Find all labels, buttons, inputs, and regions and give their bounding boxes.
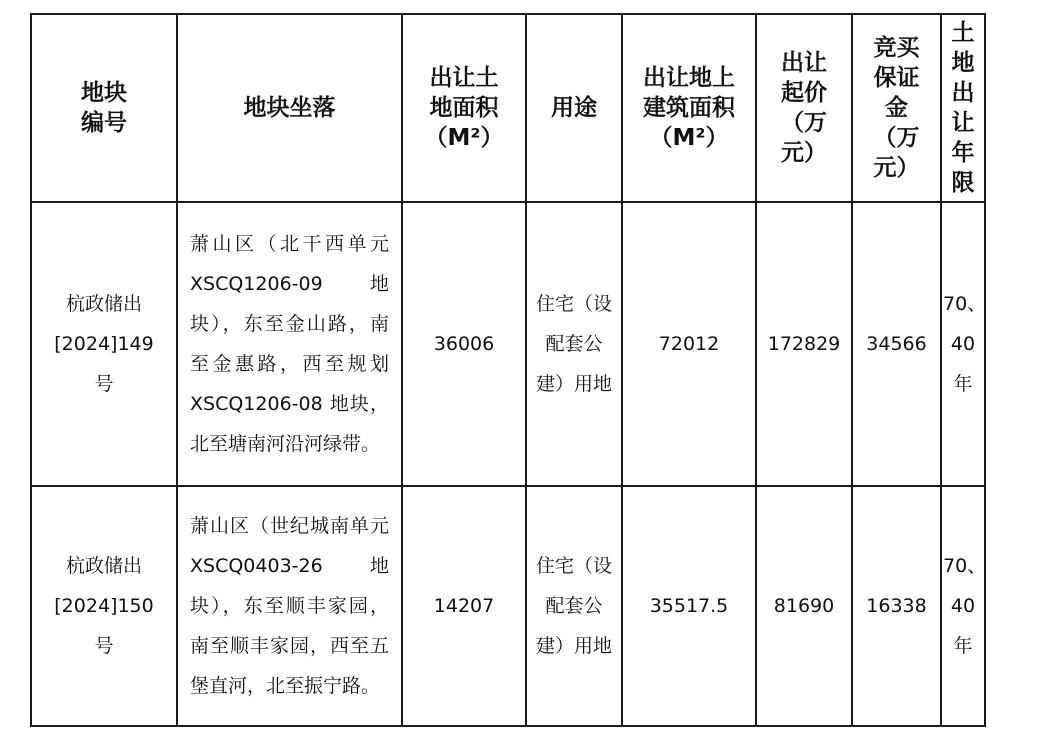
cell-location [177, 486, 402, 726]
table-row [31, 202, 985, 486]
cell-deposit: 34566 [852, 202, 941, 486]
cell-deposit: 16338 [852, 486, 941, 726]
cell-start-price: 172829 [756, 202, 852, 486]
header-location [177, 14, 402, 202]
header-parcel-id-label: 地块编号 [81, 80, 127, 136]
cell-location [177, 202, 402, 486]
header-row [31, 14, 985, 202]
header-start-price [756, 14, 852, 202]
usage-text: 住宅（设配套公建）用地 [536, 555, 613, 657]
header-usage-label: 用途 [551, 95, 597, 121]
cell-usage [526, 202, 622, 486]
cell-land-area: 36006 [402, 202, 526, 486]
cell-building-area: 35517.5 [622, 486, 756, 726]
cell-building-area: 72012 [622, 202, 756, 486]
header-term-label: 土地出让年限 [951, 20, 975, 196]
usage-text: 住宅（设配套公建）用地 [536, 293, 613, 395]
land-auction-table [30, 13, 986, 727]
term-text: 70、40年 [943, 293, 987, 395]
header-location-label: 地块坐落 [243, 95, 336, 121]
parcel-id-text: 杭政储出[2024]150号 [54, 555, 154, 657]
header-deposit [852, 14, 941, 202]
header-building-area [622, 14, 756, 202]
term-text: 70、40年 [943, 555, 987, 657]
cell-usage [526, 486, 622, 726]
location-text: 萧山区（北干西单元XSCQ1206-09 地块），东至金山路，南至金惠路，西至规划 XSCQ1206-08 地块，北至塘南河沿河绿带。 [190, 233, 389, 455]
cell-term [941, 486, 985, 726]
header-building-area-label: 出让地上建筑面积（M²） [643, 65, 735, 151]
header-parcel-id [31, 14, 177, 202]
cell-parcel-id [31, 486, 177, 726]
header-deposit-label: 竞买保证金（万元） [873, 35, 920, 181]
header-land-area-label: 出让土地面积（M²） [424, 65, 504, 151]
header-land-area [402, 14, 526, 202]
cell-parcel-id [31, 202, 177, 486]
location-text: 萧山区（世纪城南单元 XSCQ0403-26 地块），东至顺丰家园，南至顺丰家园，西至五堡直河，北至振宁路。 [190, 515, 389, 697]
header-start-price-label: 出让起价（万元） [781, 50, 827, 166]
cell-term [941, 202, 985, 486]
cell-start-price: 81690 [756, 486, 852, 726]
header-usage [526, 14, 622, 202]
table-row [31, 486, 985, 726]
cell-land-area: 14207 [402, 486, 526, 726]
parcel-id-text: 杭政储出[2024]149号 [54, 293, 154, 395]
header-term [941, 14, 985, 202]
